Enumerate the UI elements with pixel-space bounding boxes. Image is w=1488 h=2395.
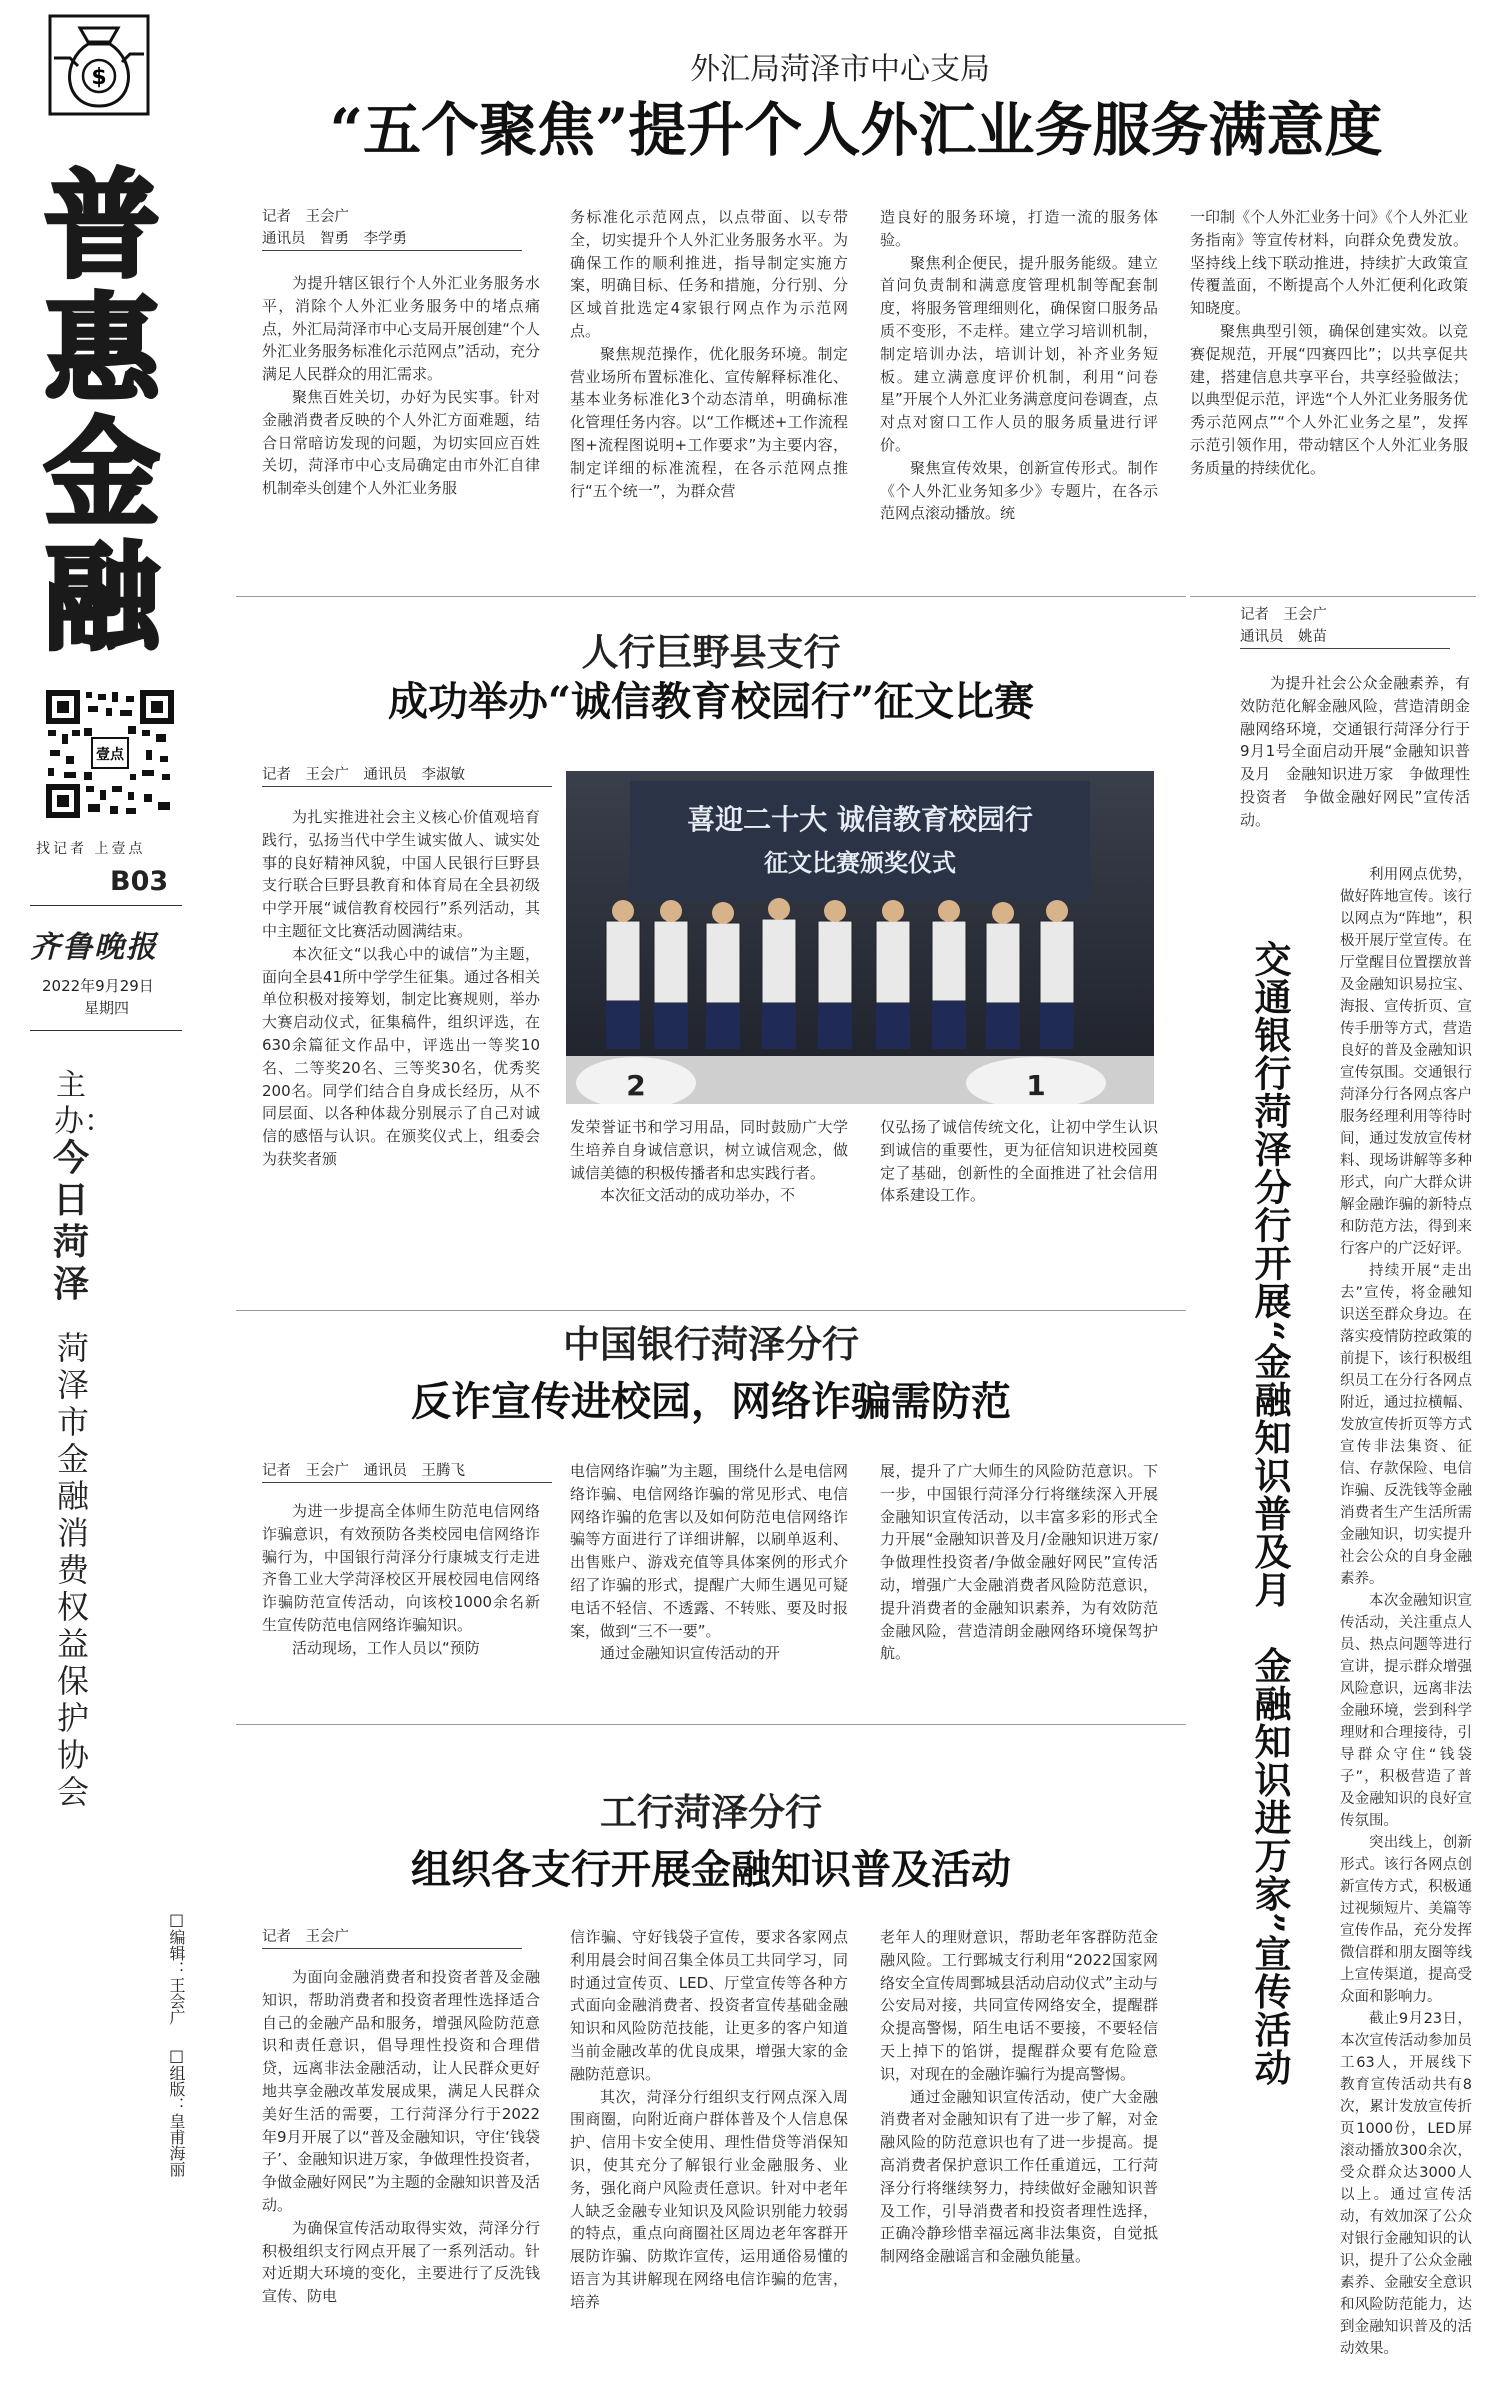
- byline-correspondent: 通讯员 姚苗: [1240, 626, 1450, 649]
- paragraph: 聚焦典型引领，确保创建实效。以竞赛促规范，开展“四赛四比”；以共享促共建，搭建信息共享平台，共享经验做法；以典型促示范，评选“个人外汇业务服务优秀示范网点”“个人外汇业务之星”，发挥示范引领作用，带动辖区个人外汇业务服务质量的持续优化。: [1190, 321, 1468, 477]
- masthead-char: 融: [44, 531, 160, 666]
- masthead-title: [22, 159, 182, 666]
- qr-code[interactable]: [46, 690, 174, 818]
- rail-divider: [30, 905, 182, 906]
- byline-reporter: 记者 王会广: [262, 209, 349, 225]
- article3-column-3: [880, 1460, 1158, 1710]
- paragraph: 发荣誉证书和学习用品，同时鼓励广大学生培养自身诚信意识，树立诚信观念，做诚信美德的积极传播者和忠实践行者。: [570, 1118, 848, 1182]
- qr-logo-text: 壹点: [96, 747, 124, 763]
- paragraph: 通过金融知识宣传活动的开: [600, 1644, 781, 1663]
- paragraph: 一印制《个人外汇业务十问》《个人外汇业务指南》等宣传材料，向群众免费发放。坚持线上线下联动推进，持续扩大政策宣传覆盖面，不断提高个人外汇便利化政策知晓度。: [1190, 208, 1468, 318]
- left-rail: [0, 0, 190, 2395]
- masthead-char: 惠: [44, 283, 160, 418]
- svg-text:2: 2: [626, 1069, 646, 1102]
- page-number: B03: [110, 866, 169, 897]
- article3-kicker: 中国银行菏泽分行: [563, 1322, 859, 1366]
- article4-headline: 组织各支行开展金融知识普及活动: [411, 1846, 1011, 1893]
- issue-date: 2022年9月29日: [42, 977, 154, 995]
- editor-credits: [140, 1910, 186, 2193]
- article2-kicker: 人行巨野县支行: [581, 630, 841, 674]
- article2-column-3: [880, 1116, 1158, 1302]
- paragraph: 利用网点优势，做好阵地宣传。该行以网点为“阵地”，积极开展厅堂宣传。在厅堂醒目位置摆放普及金融知识易拉宝、海报、宣传折页、宣传手册等方式，营造良好的普及金融知识宣传氛围。交通银行菏泽分行各网点客户服务经理利用等待时间，通过发放宣传材料、现场讲解等多种形式，向广大群众讲解金融诈骗的新特点和防范方法，得到来行客户的广泛好评。: [1340, 867, 1472, 1257]
- money-bag-logo-icon: [48, 14, 150, 116]
- article3-headline: 反诈宣传进校园，网络诈骗需防范: [411, 1378, 1011, 1425]
- paragraph: 突出线上，创新形式。该行各网点创新宣传方式，积极通过视频短片、美篇等宣传作品，充分发挥微信群和朋友圈等线上宣传渠道，提高受众面和影响力。: [1340, 1835, 1472, 2005]
- paragraph: 务标准化示范网点，以点带面、以专带全，切实提升个人外汇业务服务水平。为确保工作的顺利推进，指导制定实施方案，明确目标、任务和措施，分行别、分区域首批选定4家银行网点作为示范网点。: [570, 208, 848, 340]
- sponsor-name-1: 今日菏泽: [52, 1138, 89, 1305]
- paragraph: 造良好的服务环境，打造一流的服务体验。: [880, 208, 1158, 249]
- rail-divider: [30, 1030, 182, 1031]
- article1-headline: “五个聚焦”提升个人外汇业务服务满意度: [329, 96, 1383, 164]
- article2-column-2: [570, 1116, 848, 1302]
- article5-headline: 交通银行菏泽分行开展“金融知识普及月 金融知识进万家”宣传活动: [1248, 940, 1292, 2087]
- article2-headline: 成功举办“诚信教育校园行”征文比赛: [387, 678, 1034, 725]
- article5-column: [1340, 864, 1472, 2384]
- paragraph: 截止9月23日，本次宣传活动参加员工63人，开展线下教育宣传活动共有8次，累计发放宣传折页1000份，LED屏滚动播放300余次，受众群众达3000人以上。通过宣传活动，有效加深了公众对银行金融知识的认识，提升了公众金融素养、金融安全意识和风险防范能力，达到金融知识普及的活动效果。: [1340, 2011, 1472, 2357]
- sponsor-label: 主办：: [54, 1068, 114, 1139]
- article5-byline: [1240, 604, 1450, 649]
- paragraph: 通过金融知识宣传活动，使广大金融消费者对金融知识有了进一步了解，对金融风险的防范意识也有了进一步提高。提高消费者保护意识工作任重道远，工行菏泽分行将继续努力，持续做好金融知识普及工作，引导消费者和投资者理性选择，正确冷静珍惜幸福远离非法集资，自觉抵制网络金融谣言和金融负能量。: [880, 2087, 1158, 2266]
- paragraph: 为面向金融消费者和投资者普及金融知识，帮助消费者和投资者理性选择适合自己的金融产品和服务，增强风险防范意识和责任意识，倡导理性投资和合理借贷，远离非法金融活动，让人民群众更好地共享金融改革发展成果，满足人民群众美好生活的需要，工行菏泽分行于2022年9月开展了以“普及金融知识，守住‘钱袋子’、金融知识进万家，争做理性投资者，争做金融好网民”为主题的金融知识普及活动。: [262, 1968, 540, 2214]
- article1-byline: [262, 206, 522, 251]
- paragraph: 为进一步提高全体师生防范电信网络诈骗意识，有效预防各类校园电信网络诈骗行为，中国银行菏泽分行康城支行走进齐鲁工业大学菏泽校区开展校园电信网络诈骗防范宣传活动，向该校1000余名新生宣传防范电信网络诈骗知识。: [262, 1502, 540, 1634]
- paragraph: 仅弘扬了诚信传统文化，让初中学生认识到诚信的重要性，更为征信知识进校园奠定了基础，创新性的全面推进了社会信用体系建设工作。: [880, 1118, 1158, 1205]
- paragraph: 为扎实推进社会主义核心价值观培育践行，弘扬当代中学生诚实做人、诚实处事的良好精神风貌，中国人民银行巨野县支行联合巨野县教育和体育局在全县初级中学开展“诚信教育校园行”系列活动，其中主题征文比赛活动圆满结束。: [262, 808, 540, 940]
- section-divider: [236, 1724, 1186, 1725]
- section-divider: [236, 1310, 1186, 1311]
- paragraph: 信诈骗、守好钱袋子宣传，要求各家网点利用晨会时间召集全体员工共同学习，同时通过宣传页、LED、厅堂宣传等各种方式面向金融消费者、投资者宣传基础金融知识和风险防范技能，让更多的客户知道当前金融改革的优良成果，增强大家的金融防范意识。: [570, 1928, 848, 2083]
- article2-column-1: [262, 806, 540, 1301]
- section-divider: [1190, 596, 1476, 597]
- masthead-char: 金: [44, 407, 160, 542]
- award-ceremony-photo: [566, 771, 1154, 1104]
- paragraph: 本次征文“以我心中的诚信”为主题，面向全县41所中学学生征集。通过各相关单位积极对接筹划，制定比赛规则，举办大赛启动仪式，征集稿件，组织评选，在630余篇征文作品中，评选出一等奖10名、二等奖20名、三等奖30名，优秀奖200名。同学们结合自身成长经历，从不同层面、以各种体裁分别展示了自己对诚信的感悟与认识。在颁奖仪式上，组委会为获奖者颁: [262, 944, 540, 1168]
- sponsor-name-2: 菏泽市金融消费权益保护协会: [56, 1329, 89, 1811]
- paragraph: 老年人的理财意识，帮助老年客群防范金融风险。工行鄄城支行利用“2022国家网络安全宣传周鄄城县活动启动仪式”主动与公安局对接，共同宣传网络安全，提醒群众提高警惕，陌生电话不要接，不要轻信天上掉下的馅饼，提醒群众要有危险意识，对现在的金融诈骗行为提高警惕。: [880, 1928, 1158, 2083]
- article3-column-2: [570, 1460, 848, 1710]
- section-divider: [236, 596, 1186, 597]
- paragraph: 本次征文活动的成功举办，不: [600, 1186, 796, 1205]
- article1-kicker: 外汇局菏泽市中心支局: [690, 52, 990, 87]
- paragraph: 展，提升了广大师生的风险防范意识。下一步，中国银行菏泽分行将继续深入开展金融知识宣传活动，以丰富多彩的形式全力开展“金融知识普及月/金融知识进万家/争做理性投资者/争做金融好网民”宣传活动，增强广大金融消费者风险防范意识，提升消费者的金融知识素养，为有效防范金融风险，营造清朗金融网络环境保驾护航。: [880, 1462, 1158, 1663]
- article4-kicker: 工行菏泽分行: [600, 1790, 822, 1834]
- svg-text:$: $: [91, 65, 107, 90]
- photo-subtitle-text: 征文比赛颁奖仪式: [764, 849, 956, 877]
- paragraph: 为提升辖区银行个人外汇业务服务水平，消除个人外汇业务服务中的堵点痛点，外汇局菏泽市中心支局开展创建“个人外汇业务服务标准化示范网点”活动，充分满足人民群众的用汇需求。: [262, 274, 540, 384]
- article5-intro: [1240, 672, 1470, 862]
- paragraph: 为提升社会公众金融素养，有效防范化解金融风险，营造清朗金融网络环境，交通银行菏泽分行于9月1号全面启动开展“金融知识普及月 金融知识进万家 争做理性投资者 争做金融好网民”宣传活动。: [1240, 674, 1470, 829]
- qr-caption: 找记者 上壹点: [36, 841, 146, 857]
- paragraph: 电信网络诈骗”为主题，围绕什么是电信网络诈骗、电信网络诈骗的常见形式、电信网络诈骗的危害以及如何防范电信网络诈骗等方面进行了详细讲解，以刷单返利、出售账户、游戏充值等具体案例的形式介绍了诈骗的形式，提醒广大师生遇见可疑电话不轻信、不透露、不转账、要及时报案，做到“三不一要”。: [570, 1462, 848, 1640]
- article4-column-1: [262, 1966, 540, 2386]
- paragraph: 本次金融知识宣传活动，关注重点人员、热点问题等进行宣讲，提示群众增强风险意识，远离非法金融环境，尝到科学理财和合理接待，引导群众守住“钱袋子”，积极营造了普及金融知识的良好宣传氛围。: [1340, 1593, 1472, 1829]
- article1-column-4: [1190, 206, 1468, 582]
- designer-credit: □组版：皇甫海丽: [167, 2046, 186, 2178]
- editor-credit: □编辑：王会广: [167, 1910, 186, 2025]
- paragraph: 聚焦规范操作，优化服务环境。制定营业场所布置标准化、宣传解释标准化、基本业务标准化3个动态清单，明确标准化管理任务内容。以“工作概述+工作流程图+流程图说明+工作要求”为主要内容，制定详细的标准流程，在各示范网点推行“五个统一”，为群众营: [570, 344, 848, 500]
- paragraph: 聚焦利企便民，提升服务能级。建立首问负责制和满意度管理机制等配套制度，将服务管理细则化，确保窗口服务品质不变形，不走样。建立学习培训机制，制定培训办法，培训计划，补齐业务短板。建立满意度评价机制，利用“问卷星”开展个人外汇业务满意度问卷调查，点对点对窗口工作人员的服务质量进行评价。: [880, 253, 1158, 454]
- article4-column-2: [570, 1926, 848, 2386]
- paragraph: 聚焦百姓关切，办好为民实事。针对金融消费者反映的个人外汇方面难题，结合日常暗访发现的问题，为切实回应百姓关切，菏泽市中心支局确定由市外汇自律机制牵头创建个人外汇业务服: [262, 387, 540, 498]
- newspaper-name: 齐鲁晚报: [30, 930, 158, 965]
- paragraph: 持续开展“走出去”宣传，将金融知识送至群众身边。在落实疫情防控政策的前提下，该行积极组织员工在分行各网点附近，通过拉横幅、发放宣传折页等方式宣传非法集资、征信、存款保险、电信诈骗、反洗钱等金融消费者生产生活所需金融知识，切实提升社会公众的自身金融素养。: [1340, 1263, 1472, 1587]
- article4-byline: 记者 王会广: [262, 1926, 522, 1949]
- byline-correspondent: 通讯员 智勇 李学勇: [262, 228, 522, 251]
- paragraph: 为确保宣传活动取得实效，菏泽分行积极组织支行网点开展了一系列活动。针对近期大环境的变化，主要进行了反洗钱宣传、防电: [262, 2218, 540, 2306]
- issue-weekday: 星期四: [84, 999, 130, 1017]
- article3-byline: 记者 王会广 通讯员 王腾飞: [262, 1460, 552, 1483]
- paragraph: 活动现场，工作人员以“预防: [292, 1638, 480, 1657]
- masthead-char: 普: [44, 159, 160, 294]
- article2-byline: 记者 王会广 通讯员 李淑敏: [262, 764, 552, 787]
- paragraph: 聚焦宣传效果，创新宣传形式。制作《个人外汇业务知多少》专题片，在各示范网点滚动播放。统: [880, 458, 1158, 523]
- byline-reporter: 记者 王会广: [1240, 607, 1327, 623]
- article3-column-1: [262, 1500, 540, 1710]
- article1-column-1: [262, 272, 540, 582]
- photo-banner-text: 喜迎二十大 诚信教育校园行: [687, 803, 1033, 836]
- article4-column-3: [880, 1926, 1158, 2386]
- article1-column-3: [880, 206, 1158, 582]
- paragraph: 其次，菏泽分行组织支行网点深入周围商圈，向附近商户群体普及个人信息保护、信用卡安全使用、理性借贷等消保知识，使其充分了解银行业金融服务、业务，强化商户风险责任意识。针对中老年人缺乏金融专业知识及风险识别能力较弱的特点，重点向商圈社区周边老年客群开展防诈骗、防欺诈宣传，运用通俗易懂的语言为其讲解现在网络电信诈骗的危害，培养: [570, 2087, 848, 2311]
- article1-column-2: [570, 206, 848, 582]
- svg-text:1: 1: [1026, 1069, 1046, 1102]
